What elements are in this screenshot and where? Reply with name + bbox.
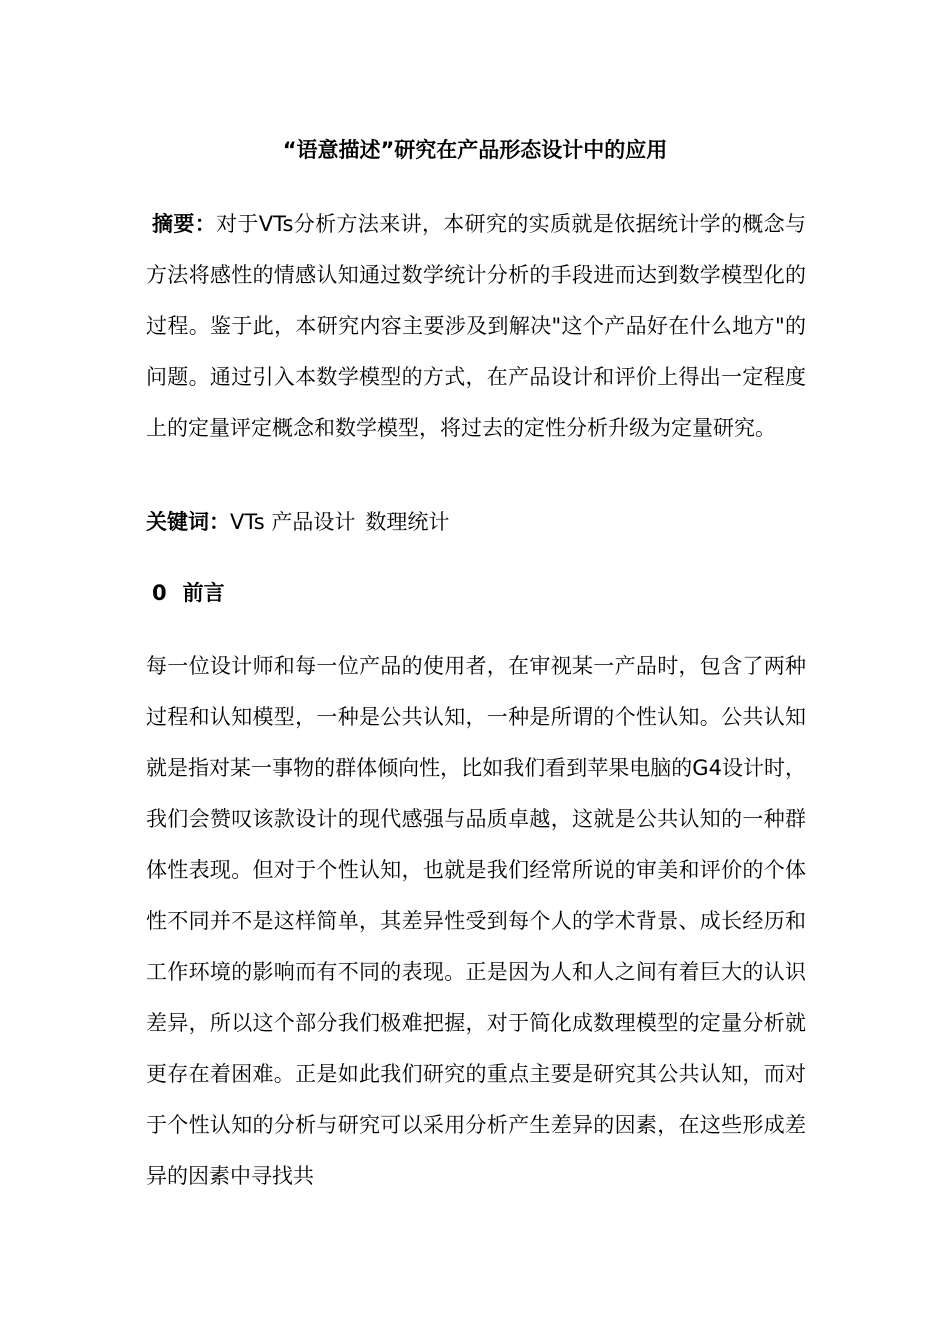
abstract-paragraph [146,199,806,454]
section-number: 0 [152,581,167,605]
intro-paragraph: 每一位设计师和每一位产品的使用者，在审视某一产品时，包含了两种过程和认知模型，一种是公共认知，一种是所谓的个性认知。公共认知就是指对某一事物的群体倾向性，比如我们看到苹果电脑的G4设计时，我们会赞叹该款设计的现代感强与品质卓越，这就是公共认知的一种群体性表现。但对于个性认知，也就是我们经常所说的审美和评价的个体性不同并不是这样简单，其差异性受到每个人的学术背景、成长经历和工作环境的影响而有不同的表现。正是因为人和人之间有着巨大的认识差异，所以这个部分我们极难把握，对于简化成数理模型的定量分析就更存在着困难。正是如此我们研究的重点主要是研究其公共认知，而对于个性认知的分析与研究可以采用分析产生差异的因素，在这些形成差异的因素中寻找共 [146,654,806,1188]
keyword-item: VTs 产品设计 [230,510,356,534]
keywords-label: 关键词： [146,510,230,534]
keywords-line [146,497,806,548]
abstract-label: 摘要： [152,212,217,236]
section-title: 前言 [182,581,225,605]
document-title: “语意描述”研究在产品形态设计中的应用 [282,138,668,162]
abstract-text: 对于VTs分析方法来讲，本研究的实质就是依据统计学的概念与方法将感性的情感认知通过数学统计分析的手段进而达到数学模型化的过程。鉴于此，本研究内容主要涉及到解决"这个产品好在什么地方"的问题。通过引入本数学模型的方式，在产品设计和评价上得出一定程度上的定量评定概念和数学模型，将过去的定性分析升级为定量研究。 [146,212,807,440]
section-heading [152,570,225,616]
keyword-item: 数理统计 [365,510,450,534]
